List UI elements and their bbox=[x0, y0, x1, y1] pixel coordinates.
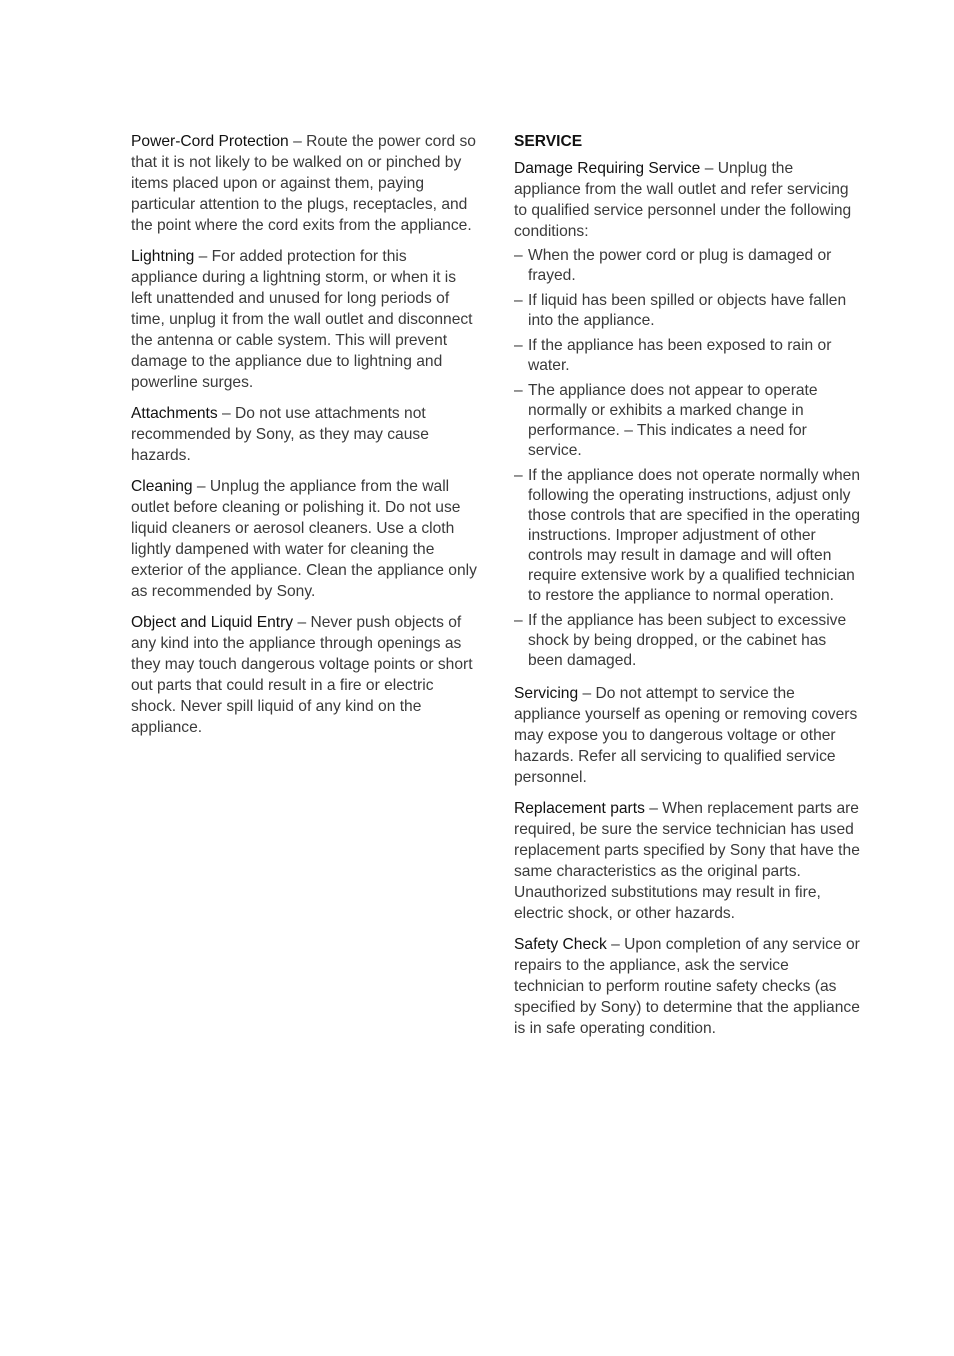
cleaning-paragraph bbox=[131, 476, 477, 602]
list-item bbox=[514, 246, 862, 286]
list-item bbox=[514, 611, 862, 671]
list-item bbox=[514, 466, 862, 606]
paragraph-term: Servicing bbox=[514, 685, 579, 702]
paragraph-term: Lightning bbox=[131, 248, 195, 265]
paragraph-term: Safety Check bbox=[514, 936, 607, 953]
right-column bbox=[514, 131, 862, 1049]
paragraph-term: Attachments bbox=[131, 405, 218, 422]
paragraph-text: – Route the power cord so that it is not likely to be walked on or pinched by items placed upon or against them, paying particular attention to the plugs, receptacles, and the point where the cord exits from the appliance. bbox=[131, 133, 476, 234]
paragraph-text: – When replacement parts are required, be sure the service technician has used replacement parts specified by Sony that have the same characteristics as the original parts. Unauthorized substitutions may result in fire, electric shock, or other hazards. bbox=[514, 800, 860, 922]
paragraph-term: Power-Cord Protection bbox=[131, 133, 289, 150]
paragraph-term: Object and Liquid Entry bbox=[131, 614, 294, 631]
paragraph-text: – Never push objects of any kind into the appliance through openings as they may touch dangerous voltage points or short out parts that could result in a fire or electric shock. Never spill liquid of any kind on the appliance. bbox=[131, 614, 473, 736]
conditions-list bbox=[514, 246, 862, 671]
lightning-paragraph bbox=[131, 246, 477, 393]
paragraph-text: – Unplug the appliance from the wall outlet before cleaning or polishing it. Do not use liquid cleaners or aerosol cleaners. Use a cloth lightly dampened with water for cleaning the exterior of the appliance. Clean the appliance only as recommended by Sony. bbox=[131, 478, 477, 600]
list-item-text: If liquid has been spilled or objects have fallen into the appliance. bbox=[528, 292, 847, 329]
attachments-paragraph bbox=[131, 403, 477, 466]
replacement-parts-paragraph bbox=[514, 798, 862, 924]
list-item-text: The appliance does not appear to operate normally or exhibits a marked change in performance. – This indicates a need for service. bbox=[528, 382, 818, 459]
list-item-text: If the appliance has been subject to excessive shock by being dropped, or the cabinet has been damaged. bbox=[528, 612, 847, 669]
paragraph-term: Damage Requiring Service bbox=[514, 160, 701, 177]
paragraph-text: – For added protection for this appliance during a lightning storm, or when it is left unattended and unused for long periods of time, unplug it from the wall outlet and disconnect the antenna or cable system. This will prevent damage to the appliance due to lightning and powerline surges. bbox=[131, 248, 473, 391]
left-column bbox=[131, 131, 477, 748]
paragraph-text: – Do not attempt to service the appliance yourself as opening or removing covers may expose you to dangerous voltage or other hazards. Refer all servicing to qualified service personnel. bbox=[514, 685, 858, 786]
paragraph-term: Cleaning bbox=[131, 478, 193, 495]
dash-bullet: – bbox=[514, 382, 523, 399]
paragraph-text: – Do not use attachments not recommended by Sony, as they may cause hazards. bbox=[131, 405, 429, 464]
servicing-paragraph bbox=[514, 683, 862, 788]
damage-requiring-service-paragraph bbox=[514, 158, 862, 242]
dash-bullet: – bbox=[514, 467, 523, 484]
object-liquid-entry-paragraph bbox=[131, 612, 477, 738]
dash-bullet: – bbox=[514, 247, 523, 264]
paragraph-text: – Upon completion of any service or repairs to the appliance, ask the service technician to perform routine safety checks (as specified by Sony) to determine that the appliance is in safe operating condition. bbox=[514, 936, 860, 1037]
paragraph-text: – Unplug the appliance from the wall outlet and refer servicing to qualified service personnel under the following conditions: bbox=[514, 160, 852, 240]
power-cord-protection-paragraph bbox=[131, 131, 477, 236]
list-item bbox=[514, 381, 862, 461]
list-item bbox=[514, 336, 862, 376]
list-item-text: When the power cord or plug is damaged or frayed. bbox=[528, 247, 832, 284]
list-item-text: If the appliance does not operate normally when following the operating instructions, adjust only those controls that are specified in the operating instructions. Improper adjustment of other controls may result in damage and will often require extensive work by a qualified technician to restore the appliance to normal operation. bbox=[528, 467, 861, 604]
dash-bullet: – bbox=[514, 337, 523, 354]
paragraph-term: Replacement parts bbox=[514, 800, 645, 817]
list-item-text: If the appliance has been exposed to rain or water. bbox=[528, 337, 832, 374]
dash-bullet: – bbox=[514, 292, 523, 309]
list-item bbox=[514, 291, 862, 331]
dash-bullet: – bbox=[514, 612, 523, 629]
safety-check-paragraph bbox=[514, 934, 862, 1039]
section-title: SERVICE bbox=[514, 133, 583, 150]
